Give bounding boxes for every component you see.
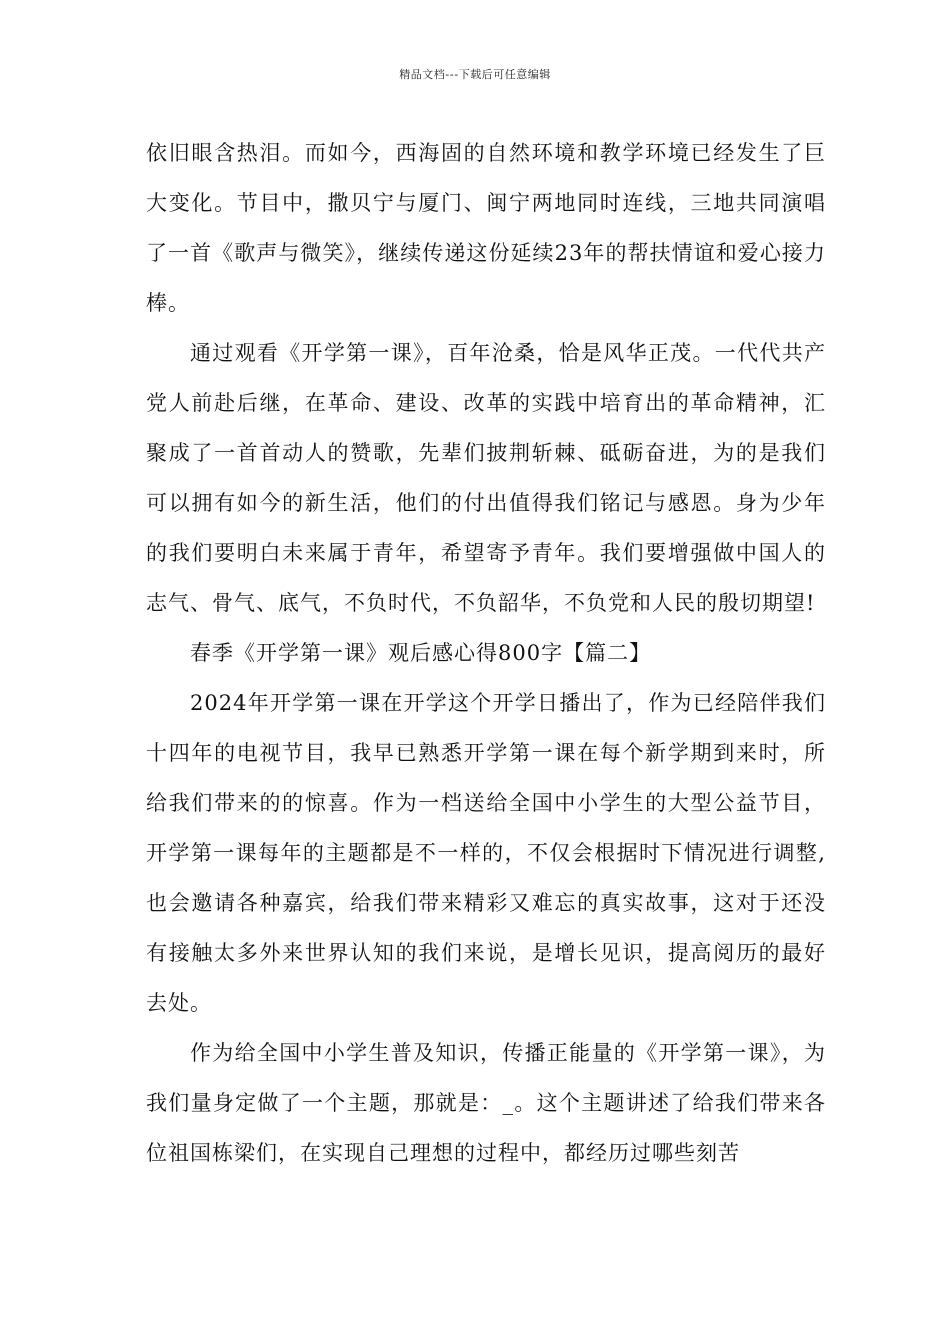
paragraph-3: 2024年开学第一课在开学这个开学日播出了，作为已经陪伴我们十四年的电视节目，我早已熟悉开学第一课在每个新学期到来时，所给我们带来的的惊喜。作为一档送给全国中小学生的大型公益节目，开学第一课每年的主题都是不一样的，不仅会根据时下情况进行调整,也会邀请各种嘉宾，给我们带来精彩又难忘的真实故事，这对于还没有接触太多外来世界认知的我们来说，是增长见识，提高阅历的最好去处。 <box>146 691 826 1015</box>
section-heading: 春季《开学第一课》观后感心得800字【篇二】 <box>190 641 652 665</box>
page-header: 精品文档---下载后可任意编辑 <box>399 68 551 81</box>
paragraph-1: 依旧眼含热泪。而如今，西海固的自然环境和教学环境已经发生了巨大变化。节目中，撒贝宁与厦门、闽宁两地同时连线，三地共同演唱了一首《歌声与微笑》，继续传递这份延续23年的帮扶情谊和爱心接力棒。 <box>146 141 826 315</box>
paragraph-4: 作为给全国中小学生普及知识，传播正能量的《开学第一课》，为我们量身定做了一个主题，那就是：_。这个主题讲述了给我们带来各位祖国栋梁们，在实现自己理想的过程中，都经历过哪些刻苦 <box>146 1041 826 1165</box>
document-body <box>146 128 826 1178</box>
paragraph-2: 通过观看《开学第一课》，百年沧桑，恰是风华正茂。一代代共产党人前赴后继，在革命、建设、改革的实践中培育出的革命精神，汇聚成了一首首动人的赞歌，先辈们披荆斩棘、砥砺奋进，为的是我们可以拥有如今的新生活，他们的付出值得我们铭记与感恩。身为少年的我们要明白未来属于青年，希望寄予青年。我们要增强做中国人的志气、骨气、底气，不负时代，不负韶华，不负党和人民的殷切期望! <box>146 341 826 615</box>
